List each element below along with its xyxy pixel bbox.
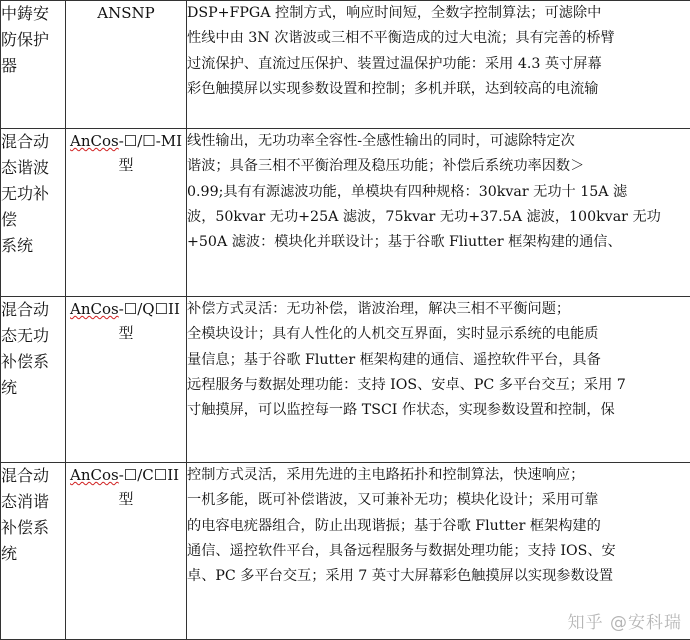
product-name-line: 补偿系 bbox=[1, 515, 65, 541]
table-row bbox=[1, 129, 690, 297]
product-name-line: 防保护 bbox=[1, 27, 65, 53]
product-name-line: 统 bbox=[1, 541, 65, 567]
model-suffix: 型 bbox=[66, 487, 186, 511]
product-name-line: 补偿系 bbox=[1, 349, 65, 375]
description-line: 0.99;具有有源滤波功能，单模块有四种规格：30kvar 无功十 15A 滤 bbox=[187, 180, 690, 205]
product-name-cell bbox=[1, 1, 66, 129]
description-line: 过流保护、直流过压保护、装置过温保护功能：采用 4.3 英寸屏幕 bbox=[187, 52, 690, 77]
product-name-line: 中鋳安 bbox=[1, 1, 65, 27]
product-name-line: 混合动 bbox=[1, 297, 65, 323]
product-name-line: 混合动 bbox=[1, 129, 65, 155]
description-line: 彩色触摸屏以实现参数设置和控制；多机并联，达到较高的电流输 bbox=[187, 77, 690, 102]
model-code bbox=[66, 297, 186, 321]
description-cell bbox=[187, 297, 690, 463]
model-cell bbox=[66, 129, 187, 297]
model-cell bbox=[66, 463, 187, 640]
model-code bbox=[66, 129, 186, 153]
model-variant: -☐/☐-MI bbox=[119, 132, 182, 150]
model-cell bbox=[66, 1, 187, 129]
description-line: 线性输出，无功功率全容性-全感性输出的同时，可滤除特定次 bbox=[187, 129, 690, 154]
product-name-line: 态谐波 bbox=[1, 155, 65, 181]
description-line: 全模块设计；具有人性化的人机交互界面，实时显示系统的电能质 bbox=[187, 322, 690, 347]
table-row bbox=[1, 297, 690, 463]
description-line: 远程服务与数据处理功能：支持 IOS、安卓、PC 多平台交互；采用 7 bbox=[187, 373, 690, 398]
model-prefix: AnCos bbox=[70, 300, 119, 318]
product-name-line: 偿 bbox=[1, 207, 65, 233]
model-suffix: 型 bbox=[66, 321, 186, 345]
description-line: +50A 滤波：模块化并联设计；基于谷歌 Fliutter 框架构建的通信、 bbox=[187, 230, 690, 255]
description-cell bbox=[187, 1, 690, 129]
description-cell bbox=[187, 129, 690, 297]
description-line: 控制方式灵活，采用先进的主电路拓扑和控制算法，快速响应； bbox=[187, 463, 690, 488]
watermark: 知乎 @安科瑞 bbox=[568, 608, 682, 633]
description-line: DSP+FPGA 控制方式，响应时间短，全数字控制算法；可滤除中 bbox=[187, 1, 690, 26]
model-suffix: 型 bbox=[66, 153, 186, 177]
description-line: 卓、PC 多平台交互；采用 7 英寸大屏幕彩色触摸屏以实现参数设置 bbox=[187, 564, 690, 589]
product-name-line: 混合动 bbox=[1, 463, 65, 489]
description-line: 的电容电疣器组合，防止出现谐振；基于谷歌 Flutter 框架构建的 bbox=[187, 514, 690, 539]
model-code: ANSNP bbox=[66, 1, 186, 25]
description-line: 量信息；基于谷歌 Flutter 框架构建的通信、遥控软件平台，具备 bbox=[187, 348, 690, 373]
model-code bbox=[66, 463, 186, 487]
description-line: 寸触摸屏，可以监控每一路 TSCI 作状态，实现参数设置和控制，保 bbox=[187, 398, 690, 423]
product-name-line: 统 bbox=[1, 375, 65, 401]
product-name-cell bbox=[1, 129, 66, 297]
description-line: 通信、遥控软件平台，具备远程服务与数据处理功能；支持 IOS、安 bbox=[187, 539, 690, 564]
model-variant: -☐/C☐II bbox=[119, 466, 179, 484]
product-name-line: 态无功 bbox=[1, 323, 65, 349]
model-variant: -☐/Q☐II bbox=[119, 300, 180, 318]
description-line: 谐波；具备三相不平衡治理及稳压功能；补偿后系统功率因数＞ bbox=[187, 154, 690, 179]
description-line: 波，50kvar 无功+25A 滤波，75kvar 无功+37.5A 滤波，100kvar 无功 bbox=[187, 205, 690, 230]
product-name-cell bbox=[1, 297, 66, 463]
product-name-line: 系统 bbox=[1, 233, 65, 259]
model-prefix: AnCos bbox=[70, 466, 119, 484]
product-name-line: 态消谐 bbox=[1, 489, 65, 515]
product-name-line: 无功补 bbox=[1, 181, 65, 207]
model-prefix: AnCos bbox=[70, 132, 119, 150]
description-line: 性线中由 3N 次谐波或三相不平衡造成的过大电流；具有完善的桥臂 bbox=[187, 26, 690, 51]
description-line: 一机多能，既可补偿谐波，又可兼补无功；模块化设计；采用可靠 bbox=[187, 488, 690, 513]
description-line: 补偿方式灵活：无功补偿，谐波治理，解决三相不平衡问题； bbox=[187, 297, 690, 322]
model-cell bbox=[66, 297, 187, 463]
product-name-cell bbox=[1, 463, 66, 640]
table-row bbox=[1, 1, 690, 129]
product-name-line: 器 bbox=[1, 53, 65, 79]
